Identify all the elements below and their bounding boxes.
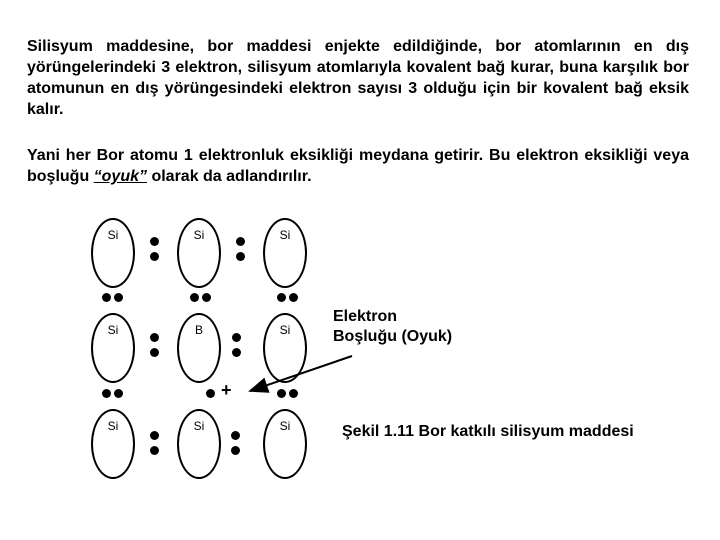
atom-label: Si xyxy=(279,228,291,242)
hole-caption xyxy=(333,307,452,347)
atom-label: Si xyxy=(193,419,205,433)
atom-label: Si xyxy=(279,419,291,433)
figure-caption: Şekil 1.11 Bor katkılı silisyum maddesi xyxy=(342,423,634,440)
atom-label: Si xyxy=(279,323,291,337)
atom-label: Si xyxy=(193,228,205,242)
atom-label: B xyxy=(194,323,203,337)
hole-term: “oyuk” xyxy=(93,168,147,185)
hole-caption-line1: Elektron xyxy=(333,308,398,325)
hole-caption-line2: Boşluğu (Oyuk) xyxy=(333,328,453,345)
atom-label: Si xyxy=(107,228,119,242)
hole-paragraph-end: olarak da adlandırılır. xyxy=(147,168,312,185)
intro-paragraph: Silisyum maddesine, bor maddesi enjekte edildiğinde, bor atomlarının en dış yörüngelerindeki 3 elektron, silisyum atomlarıyla kovalent bağ kurar, buna karşılık bor atomunun en dış yörüngesindeki elektron sayısı 3 olduğu için bir kovalent bağ eksik kalır. xyxy=(27,38,689,118)
atom-label: Si xyxy=(107,419,119,433)
hole-paragraph-text: Yani her Bor atomu 1 elektronluk eksikliği meydana getirir. Bu elektron eksikliği veya boşluğu xyxy=(27,147,689,185)
hole-plus-sign: + xyxy=(221,380,232,400)
atom-label: Si xyxy=(107,323,119,337)
